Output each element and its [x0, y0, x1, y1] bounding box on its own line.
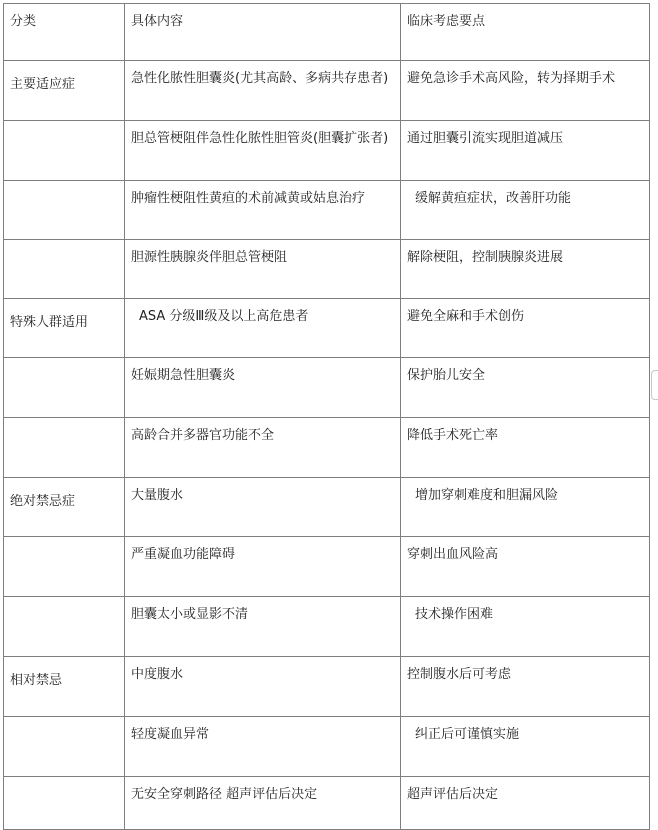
table-row — [4, 478, 650, 537]
category-cell — [4, 537, 125, 597]
header-consideration: 临床考虑要点 — [401, 4, 650, 61]
content-cell: 妊娠期急性胆囊炎 — [125, 358, 401, 418]
table-row — [4, 418, 650, 478]
table-row — [4, 299, 650, 358]
category-cell — [4, 418, 125, 478]
category-cell — [4, 181, 125, 240]
content-cell: 胆源性胰腺炎伴胆总管梗阻 — [125, 240, 401, 299]
category-cell: 主要适应症 — [4, 61, 125, 121]
table-row — [4, 717, 650, 777]
category-cell — [4, 121, 125, 181]
content-cell: 大量腹水 — [125, 478, 401, 537]
category-cell — [4, 717, 125, 777]
table-row — [4, 597, 650, 657]
category-cell: 特殊人群适用 — [4, 299, 125, 358]
header-content: 具体内容 — [125, 4, 401, 61]
consideration-cell: 增加穿刺难度和胆漏风险 — [401, 478, 650, 537]
content-cell: 胆囊太小或显影不清 — [125, 597, 401, 657]
consideration-cell: 通过胆囊引流实现胆道减压 — [401, 121, 650, 181]
consideration-cell: 保护胎儿安全 — [401, 358, 650, 418]
header-category: 分类 — [4, 4, 125, 61]
table-row — [4, 121, 650, 181]
category-cell: 绝对禁忌症 — [4, 478, 125, 537]
table-row — [4, 657, 650, 717]
table-row — [4, 181, 650, 240]
content-cell: 高龄合并多器官功能不全 — [125, 418, 401, 478]
consideration-cell: 避免全麻和手术创伤 — [401, 299, 650, 358]
indications-table — [3, 3, 650, 830]
table-row — [4, 537, 650, 597]
consideration-cell: 避免急诊手术高风险，转为择期手术 — [401, 61, 650, 121]
table-row — [4, 358, 650, 418]
content-cell: 肿瘤性梗阻性黄疸的术前减黄或姑息治疗 — [125, 181, 401, 240]
content-cell: ASA 分级Ⅲ级及以上高危患者 — [125, 299, 401, 358]
category-cell: 相对禁忌 — [4, 657, 125, 717]
table-row — [4, 777, 650, 830]
category-cell — [4, 240, 125, 299]
category-cell — [4, 358, 125, 418]
consideration-cell: 降低手术死亡率 — [401, 418, 650, 478]
consideration-cell: 超声评估后决定 — [401, 777, 650, 830]
category-cell — [4, 777, 125, 830]
table-header-row — [4, 4, 650, 61]
content-cell: 急性化脓性胆囊炎(尤其高龄、多病共存患者) — [125, 61, 401, 121]
table-row — [4, 61, 650, 121]
content-cell: 胆总管梗阻伴急性化脓性胆管炎(胆囊扩张者) — [125, 121, 401, 181]
content-cell: 无安全穿刺路径 超声评估后决定 — [125, 777, 401, 830]
edge-tab-handle[interactable] — [651, 370, 658, 400]
consideration-cell: 穿刺出血风险高 — [401, 537, 650, 597]
content-cell: 轻度凝血异常 — [125, 717, 401, 777]
table-row — [4, 240, 650, 299]
content-cell: 中度腹水 — [125, 657, 401, 717]
consideration-cell: 纠正后可谨慎实施 — [401, 717, 650, 777]
category-cell — [4, 597, 125, 657]
content-cell: 严重凝血功能障碍 — [125, 537, 401, 597]
consideration-cell: 控制腹水后可考虑 — [401, 657, 650, 717]
consideration-cell: 缓解黄疸症状，改善肝功能 — [401, 181, 650, 240]
consideration-cell: 技术操作困难 — [401, 597, 650, 657]
consideration-cell: 解除梗阻，控制胰腺炎进展 — [401, 240, 650, 299]
